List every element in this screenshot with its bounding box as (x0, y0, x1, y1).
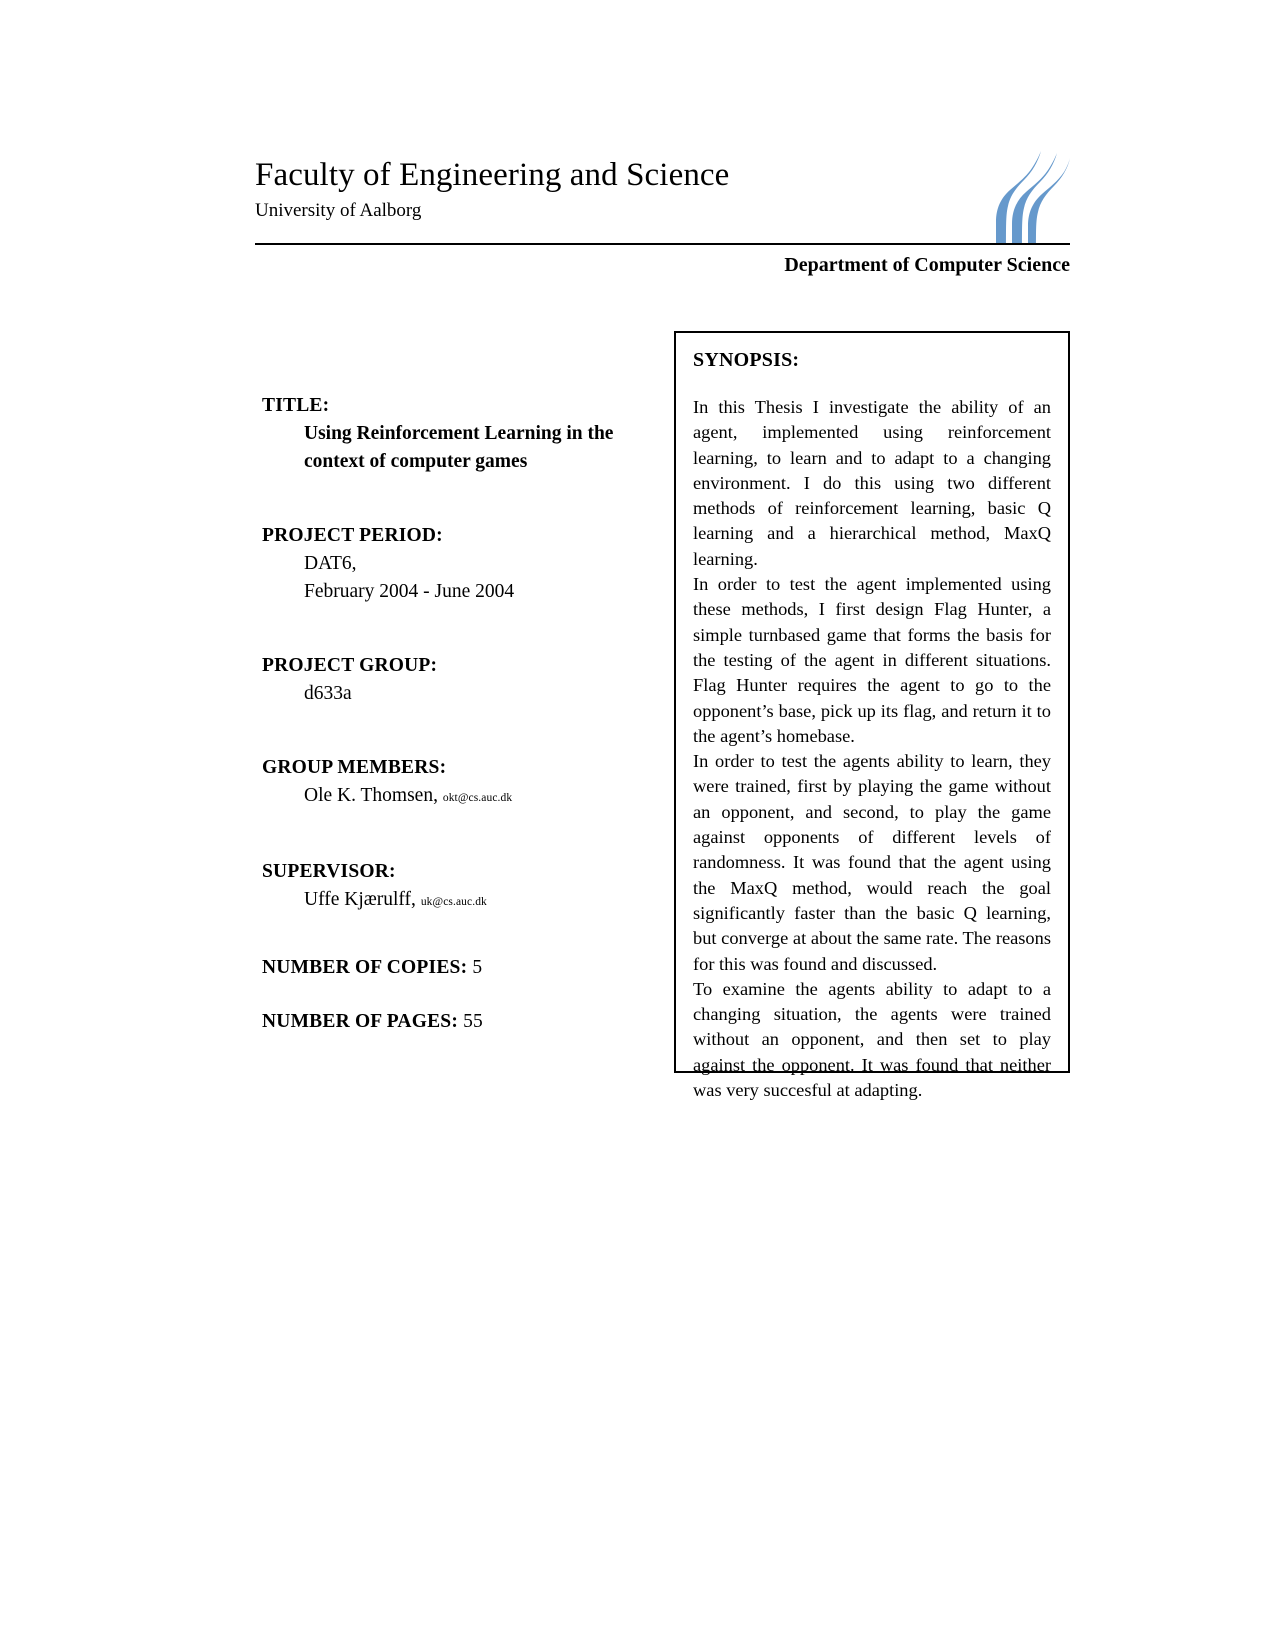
field-group-members (262, 754, 662, 812)
metadata-column (262, 392, 662, 1062)
synopsis-box (674, 331, 1070, 1101)
spacer (262, 734, 662, 754)
project-period-label: PROJECT PERIOD: (262, 525, 443, 546)
title-label: TITLE: (262, 395, 330, 416)
field-supervisor (262, 858, 662, 916)
number-of-copies-label: NUMBER OF COPIES: (262, 957, 468, 978)
project-period-value-line2: February 2004 - June 2004 (304, 581, 515, 602)
spacer (262, 942, 662, 954)
department-name: Department of Computer Science (784, 254, 1070, 276)
synopsis-paragraph: To examine the agents ability to adapt to a changing situation, the agents were trained without an opponent, and then set to play against the opponent. It was found that neither was very succesful at adapting. (693, 978, 1051, 1101)
spacer (262, 502, 662, 522)
header-text-block (255, 155, 729, 223)
supervisor-label: SUPERVISOR: (262, 861, 396, 882)
spacer (262, 838, 662, 858)
group-members-label: GROUP MEMBERS: (262, 757, 447, 778)
group-member-email[interactable]: okt@cs.auc.dk (442, 792, 513, 804)
spacer (262, 632, 662, 652)
field-project-group (262, 652, 662, 708)
field-title (262, 392, 662, 476)
project-group-label: PROJECT GROUP: (262, 655, 438, 676)
synopsis-paragraph: In this Thesis I investigate the ability of an agent, implemented using reinforcement learning, to learn and to adapt to a changing environment. I do this using two different methods of reinforcement learning, basic Q learning and a hierarchical method, MaxQ learning. (693, 397, 1051, 569)
title-value-line1: Using Reinforcement Learning in the (304, 423, 614, 444)
faculty-title: Faculty of Engineering and Science (255, 157, 730, 193)
header-divider-rule (255, 243, 1070, 245)
aalborg-university-waves-logo (960, 150, 1070, 245)
synopsis-paragraph: In order to test the agents ability to learn, they were trained, first by playing the game without an opponent, and second, to play the game against opponents of different levels of randomness. It was found that the agent using the MaxQ method, would reach the goal significantly faster than the basic Q learning, but converge at about the same rate. The reasons for this was found and discussed. (693, 751, 1051, 974)
number-of-pages-value: 55 (463, 1011, 484, 1032)
project-group-value: d633a (304, 683, 352, 704)
number-of-pages-label: NUMBER OF PAGES: (262, 1011, 459, 1032)
title-value-line2: context of computer games (304, 451, 528, 472)
synopsis-paragraph: In order to test the agent implemented using these methods, I first design Flag Hunter, a simple turnbased game that forms the basis for the testing of the agent in different situations. Flag Hunter requires the agent to go to the opponent’s base, pick up its flag, and return it to the agent’s homebase. (693, 574, 1051, 746)
group-member-row (262, 782, 662, 812)
group-member-name: Ole K. Thomsen, (304, 785, 438, 806)
field-number-of-copies (262, 954, 662, 982)
field-number-of-pages (262, 1008, 662, 1036)
project-period-value-line1: DAT6, (304, 553, 357, 574)
supervisor-email[interactable]: uk@cs.auc.dk (420, 896, 487, 908)
supervisor-name: Uffe Kjærulff, (304, 889, 416, 910)
supervisor-row (262, 886, 662, 916)
number-of-copies-value: 5 (472, 957, 483, 978)
university-name: University of Aalborg (255, 200, 422, 221)
field-project-period (262, 522, 662, 606)
synopsis-title: SYNOPSIS: (693, 349, 800, 371)
